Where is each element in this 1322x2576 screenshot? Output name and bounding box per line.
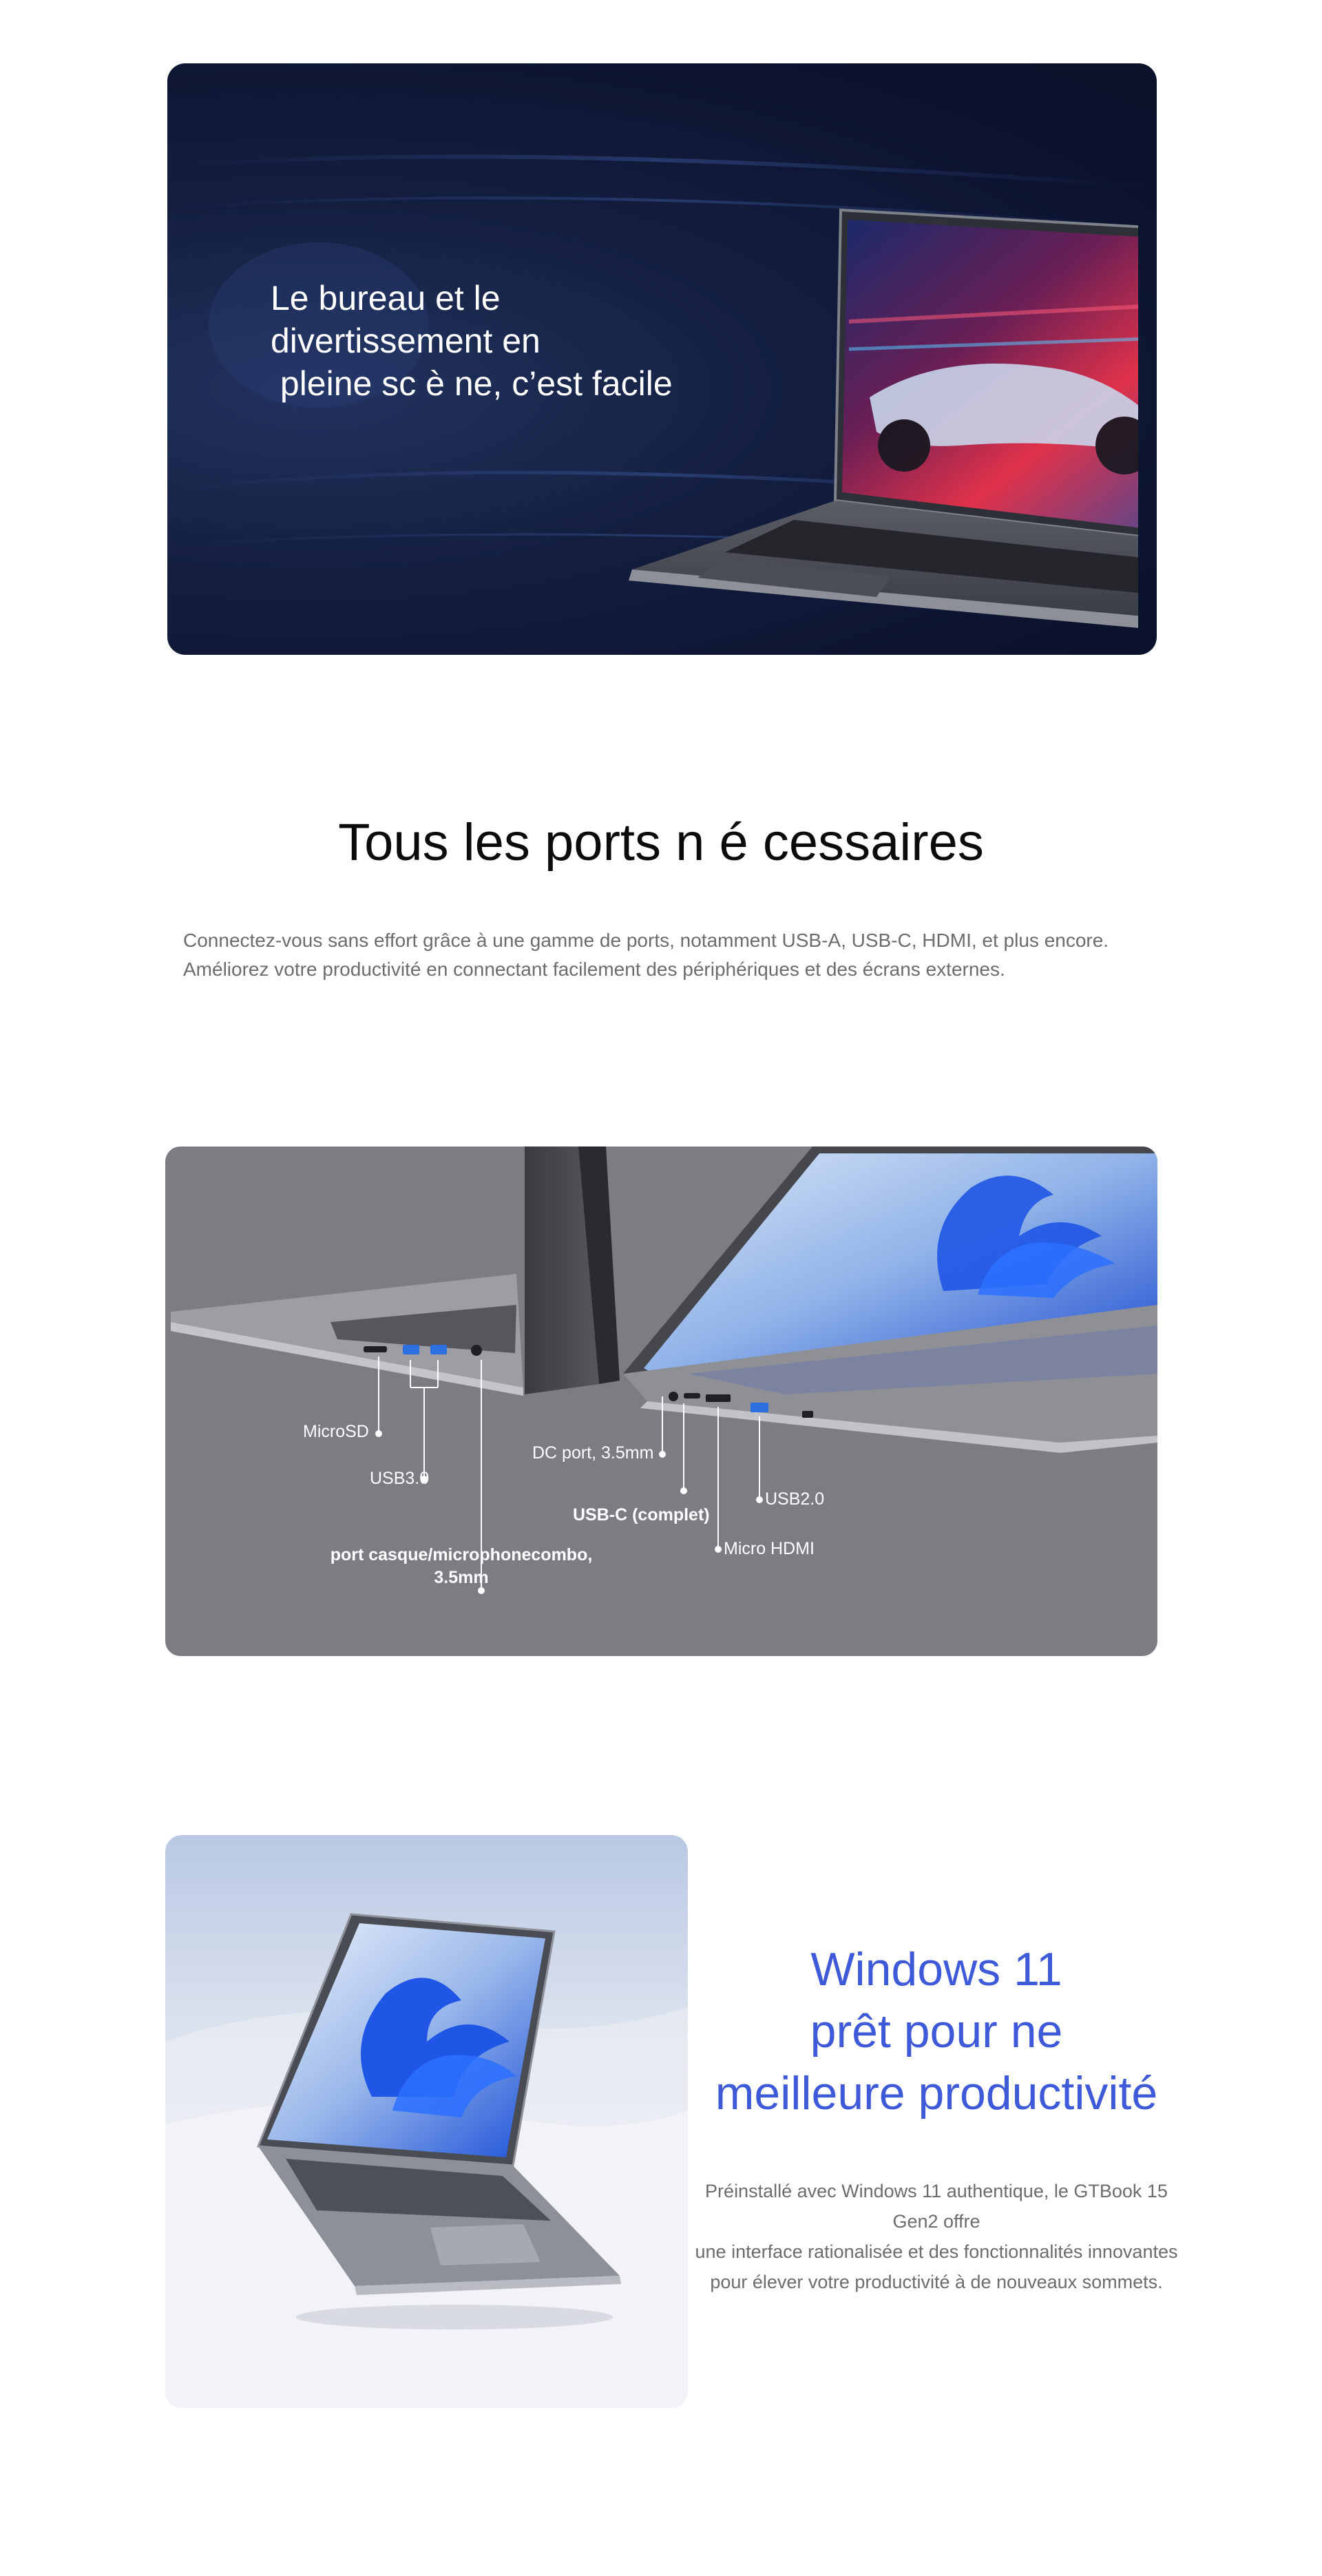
label-usb-c: USB-C (complet) [573,1505,710,1525]
hero-banner [167,63,1157,655]
hero-title-line: divertissement en [271,322,541,360]
ports-description-line: Améliorez votre productivité en connectant facilement des périphériques et des écrans externes. [183,959,1005,980]
windows-description [689,2176,1184,2297]
windows-title-line: meilleure productivité [715,2067,1158,2119]
label-microsd: MicroSD [303,1422,369,1441]
label-headphone-line: 3.5mm [434,1568,489,1587]
ports-diagram-panel [165,1146,1157,1656]
windows-description-line: une interface rationalisée et des fonctionnalités innovantes [695,2241,1178,2262]
windows-description-line: pour élever votre productivité à de nouveaux sommets. [710,2272,1163,2292]
laptop-hero-image [463,143,1138,638]
ports-section-title: Tous les ports n é cessaires [338,813,984,872]
label-dc-port: DC port, 3.5mm [532,1443,654,1463]
laptop-on-dunes-illustration [165,1835,688,2408]
windows-laptop-image [165,1835,688,2408]
ports-description [183,926,1216,984]
ports-description-line: Connectez-vous sans effort grâce à une gamme de ports, notamment USB-A, USB-C, HDMI, et plus encore. [183,930,1109,951]
windows-title [689,1938,1184,2124]
windows-title-line: Windows 11 [810,1943,1062,1996]
label-micro-hdmi: Micro HDMI [724,1539,815,1558]
windows-title-line: prêt pour ne [810,2005,1063,2057]
ports-laptop-illustration [165,1146,1157,1656]
label-usb20: USB2.0 [765,1489,825,1509]
label-headphone-port [324,1544,599,1589]
hero-title-line: pleine sc è ne, c’est facile [271,364,673,403]
label-usb30: USB3.0 [370,1469,430,1488]
label-headphone-line: port casque/microphonecombo, [330,1545,593,1564]
windows-description-line: Préinstallé avec Windows 11 authentique, le GTBook 15 Gen2 offre [705,2181,1168,2232]
hero-title-line: Le bureau et le [271,279,501,317]
